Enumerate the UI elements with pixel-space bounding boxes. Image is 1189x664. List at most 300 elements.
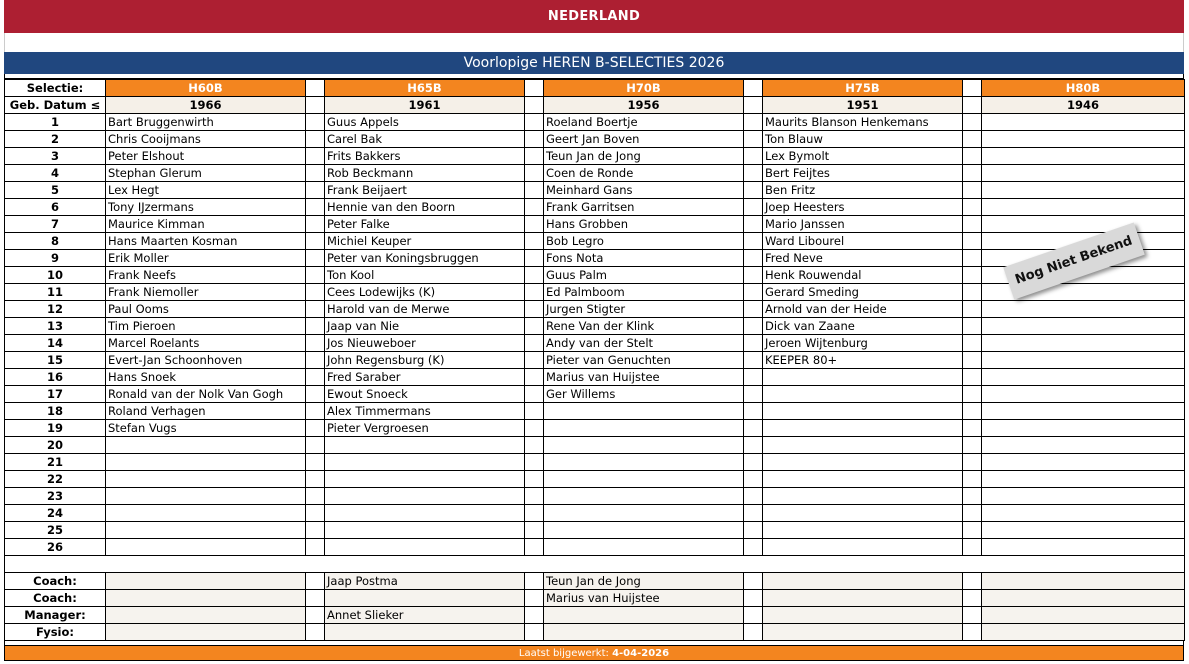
player-cell bbox=[325, 488, 525, 505]
column-spacer bbox=[306, 505, 325, 522]
table-row bbox=[5, 505, 1185, 522]
last-updated-footer bbox=[4, 645, 1184, 661]
player-cell bbox=[982, 301, 1185, 318]
selection-sheet bbox=[4, 0, 1184, 661]
staff-cell bbox=[763, 624, 963, 641]
column-spacer bbox=[525, 148, 544, 165]
column-spacer bbox=[744, 267, 763, 284]
column-spacer bbox=[525, 505, 544, 522]
staff-cell: Teun Jan de Jong bbox=[544, 573, 744, 590]
column-spacer bbox=[525, 590, 544, 607]
player-cell: Ewout Snoeck bbox=[325, 386, 525, 403]
player-cell bbox=[325, 505, 525, 522]
birthyear-h60b: 1966 bbox=[106, 97, 306, 114]
player-cell: Evert-Jan Schoonhoven bbox=[106, 352, 306, 369]
player-cell: Guus Appels bbox=[325, 114, 525, 131]
column-spacer bbox=[963, 165, 982, 182]
row-number: 20 bbox=[5, 437, 106, 454]
category-header-h80b: H80B bbox=[982, 80, 1185, 97]
column-spacer bbox=[525, 114, 544, 131]
row-number: 26 bbox=[5, 539, 106, 556]
column-spacer bbox=[525, 369, 544, 386]
column-spacer bbox=[306, 284, 325, 301]
player-cell bbox=[325, 539, 525, 556]
column-spacer bbox=[306, 250, 325, 267]
column-spacer bbox=[963, 233, 982, 250]
player-cell: Michiel Keuper bbox=[325, 233, 525, 250]
row-number: 11 bbox=[5, 284, 106, 301]
column-spacer bbox=[963, 352, 982, 369]
column-spacer bbox=[963, 522, 982, 539]
row-number: 13 bbox=[5, 318, 106, 335]
staff-cell bbox=[982, 573, 1185, 590]
row-number: 22 bbox=[5, 471, 106, 488]
column-spacer bbox=[963, 420, 982, 437]
row-number: 5 bbox=[5, 182, 106, 199]
table-row bbox=[5, 522, 1185, 539]
player-cell: Marcel Roelants bbox=[106, 335, 306, 352]
table-row bbox=[5, 114, 1185, 131]
row-number: 7 bbox=[5, 216, 106, 233]
column-spacer bbox=[744, 573, 763, 590]
column-spacer bbox=[525, 165, 544, 182]
staff-cell bbox=[982, 624, 1185, 641]
column-spacer bbox=[963, 250, 982, 267]
category-header-h65b: H65B bbox=[325, 80, 525, 97]
player-cell bbox=[763, 454, 963, 471]
player-cell bbox=[763, 505, 963, 522]
player-cell bbox=[325, 437, 525, 454]
table-row bbox=[5, 318, 1185, 335]
not-yet-known-stamp: Nog Niet Bekend bbox=[1003, 222, 1145, 299]
column-spacer bbox=[963, 182, 982, 199]
table-row bbox=[5, 284, 1185, 301]
column-spacer bbox=[744, 522, 763, 539]
selectie-label: Selectie: bbox=[5, 80, 106, 97]
column-spacer bbox=[525, 216, 544, 233]
column-spacer bbox=[963, 148, 982, 165]
table-row bbox=[5, 369, 1185, 386]
column-spacer bbox=[744, 471, 763, 488]
column-spacer bbox=[306, 624, 325, 641]
column-spacer bbox=[744, 148, 763, 165]
column-spacer bbox=[963, 301, 982, 318]
player-cell bbox=[544, 454, 744, 471]
column-spacer bbox=[963, 573, 982, 590]
staff-cell bbox=[106, 590, 306, 607]
player-cell bbox=[982, 148, 1185, 165]
column-spacer bbox=[963, 97, 982, 114]
player-cell: Hans Maarten Kosman bbox=[106, 233, 306, 250]
column-spacer bbox=[963, 471, 982, 488]
row-number: 18 bbox=[5, 403, 106, 420]
column-spacer bbox=[525, 233, 544, 250]
column-spacer bbox=[744, 182, 763, 199]
staff-cell bbox=[544, 624, 744, 641]
player-cell: Cees Lodewijks (K) bbox=[325, 284, 525, 301]
column-spacer bbox=[306, 182, 325, 199]
player-cell bbox=[982, 335, 1185, 352]
column-spacer bbox=[963, 318, 982, 335]
birthyear-h75b: 1951 bbox=[763, 97, 963, 114]
player-cell: Erik Moller bbox=[106, 250, 306, 267]
column-spacer bbox=[744, 352, 763, 369]
column-spacer bbox=[306, 454, 325, 471]
player-cell bbox=[982, 488, 1185, 505]
player-cell bbox=[982, 505, 1185, 522]
player-cell bbox=[106, 488, 306, 505]
player-cell: Pieter van Genuchten bbox=[544, 352, 744, 369]
column-spacer bbox=[744, 607, 763, 624]
column-spacer bbox=[525, 386, 544, 403]
player-cell: Teun Jan de Jong bbox=[544, 148, 744, 165]
table-row bbox=[5, 199, 1185, 216]
player-cell bbox=[325, 471, 525, 488]
table-row bbox=[5, 335, 1185, 352]
column-spacer bbox=[963, 199, 982, 216]
column-spacer bbox=[306, 471, 325, 488]
player-cell: Geert Jan Boven bbox=[544, 131, 744, 148]
player-cell bbox=[544, 522, 744, 539]
column-spacer bbox=[744, 335, 763, 352]
column-spacer bbox=[306, 80, 325, 97]
country-banner: NEDERLAND bbox=[4, 0, 1184, 33]
player-cell: Dick van Zaane bbox=[763, 318, 963, 335]
player-cell: Peter Falke bbox=[325, 216, 525, 233]
player-cell: Meinhard Gans bbox=[544, 182, 744, 199]
column-spacer bbox=[306, 369, 325, 386]
player-cell bbox=[544, 420, 744, 437]
player-cell bbox=[982, 182, 1185, 199]
column-spacer bbox=[963, 590, 982, 607]
column-spacer bbox=[963, 403, 982, 420]
column-spacer bbox=[306, 114, 325, 131]
player-cell bbox=[763, 437, 963, 454]
row-number: 21 bbox=[5, 454, 106, 471]
player-cell bbox=[982, 165, 1185, 182]
column-spacer bbox=[525, 182, 544, 199]
separator-cell bbox=[5, 556, 1185, 573]
player-cell: Roland Verhagen bbox=[106, 403, 306, 420]
row-number: 16 bbox=[5, 369, 106, 386]
column-spacer bbox=[744, 386, 763, 403]
player-cell: Carel Bak bbox=[325, 131, 525, 148]
column-spacer bbox=[525, 624, 544, 641]
column-spacer bbox=[525, 454, 544, 471]
player-cell bbox=[325, 454, 525, 471]
column-spacer bbox=[525, 97, 544, 114]
player-cell: Hans Grobben bbox=[544, 216, 744, 233]
column-spacer bbox=[525, 301, 544, 318]
column-spacer bbox=[525, 403, 544, 420]
player-cell: Guus Palm bbox=[544, 267, 744, 284]
column-spacer bbox=[525, 437, 544, 454]
table-row bbox=[5, 148, 1185, 165]
staff-cell bbox=[325, 624, 525, 641]
column-spacer bbox=[744, 114, 763, 131]
fysio-label: Fysio: bbox=[5, 624, 106, 641]
table-row bbox=[5, 250, 1185, 267]
column-spacer bbox=[744, 318, 763, 335]
player-cell: Maurits Blanson Henkemans bbox=[763, 114, 963, 131]
player-cell: Ben Fritz bbox=[763, 182, 963, 199]
table-row bbox=[5, 182, 1185, 199]
player-cell: Bob Legro bbox=[544, 233, 744, 250]
column-spacer bbox=[525, 199, 544, 216]
birthyear-h65b: 1961 bbox=[325, 97, 525, 114]
row-number: 15 bbox=[5, 352, 106, 369]
row-number: 2 bbox=[5, 131, 106, 148]
column-spacer bbox=[963, 624, 982, 641]
column-spacer bbox=[525, 471, 544, 488]
column-spacer bbox=[306, 607, 325, 624]
column-spacer bbox=[963, 216, 982, 233]
player-cell: Frits Bakkers bbox=[325, 148, 525, 165]
column-spacer bbox=[963, 437, 982, 454]
player-cell: Jeroen Wijtenburg bbox=[763, 335, 963, 352]
column-spacer bbox=[744, 403, 763, 420]
column-spacer bbox=[525, 488, 544, 505]
player-cell: Ward Libourel bbox=[763, 233, 963, 250]
column-spacer bbox=[525, 250, 544, 267]
player-cell: Chris Cooijmans bbox=[106, 131, 306, 148]
row-number: 14 bbox=[5, 335, 106, 352]
column-spacer bbox=[306, 335, 325, 352]
player-cell bbox=[982, 454, 1185, 471]
player-cell bbox=[325, 522, 525, 539]
player-cell: Hans Snoek bbox=[106, 369, 306, 386]
column-spacer bbox=[306, 403, 325, 420]
column-spacer bbox=[306, 573, 325, 590]
column-spacer bbox=[963, 505, 982, 522]
column-spacer bbox=[744, 216, 763, 233]
player-cell bbox=[544, 488, 744, 505]
player-cell: Ger Willems bbox=[544, 386, 744, 403]
column-spacer bbox=[963, 284, 982, 301]
row-number: 9 bbox=[5, 250, 106, 267]
column-spacer bbox=[525, 522, 544, 539]
table-row bbox=[5, 488, 1185, 505]
player-cell: Stefan Vugs bbox=[106, 420, 306, 437]
row-number: 12 bbox=[5, 301, 106, 318]
player-cell: Frank Beijaert bbox=[325, 182, 525, 199]
player-cell: Coen de Ronde bbox=[544, 165, 744, 182]
row-number: 1 bbox=[5, 114, 106, 131]
row-number: 8 bbox=[5, 233, 106, 250]
column-spacer bbox=[306, 301, 325, 318]
player-cell: Andy van der Stelt bbox=[544, 335, 744, 352]
player-cell bbox=[763, 471, 963, 488]
player-cell: Fons Nota bbox=[544, 250, 744, 267]
column-spacer bbox=[306, 522, 325, 539]
column-spacer bbox=[963, 454, 982, 471]
player-cell bbox=[763, 522, 963, 539]
separator-row bbox=[5, 556, 1185, 573]
column-spacer bbox=[744, 131, 763, 148]
column-spacer bbox=[306, 97, 325, 114]
player-cell bbox=[982, 318, 1185, 335]
column-spacer bbox=[963, 607, 982, 624]
player-cell: Peter van Koningsbruggen bbox=[325, 250, 525, 267]
column-spacer bbox=[744, 250, 763, 267]
player-cell bbox=[544, 403, 744, 420]
birthyear-h70b: 1956 bbox=[544, 97, 744, 114]
player-cell bbox=[763, 386, 963, 403]
staff-cell bbox=[106, 573, 306, 590]
column-spacer bbox=[744, 165, 763, 182]
table-row bbox=[5, 233, 1185, 250]
row-number: 3 bbox=[5, 148, 106, 165]
player-cell bbox=[982, 131, 1185, 148]
player-cell bbox=[982, 522, 1185, 539]
player-cell: Bart Bruggenwirth bbox=[106, 114, 306, 131]
column-spacer bbox=[306, 216, 325, 233]
column-spacer bbox=[525, 420, 544, 437]
column-spacer bbox=[306, 386, 325, 403]
player-cell: Frank Niemoller bbox=[106, 284, 306, 301]
table-row bbox=[5, 437, 1185, 454]
player-cell: Frank Garritsen bbox=[544, 199, 744, 216]
player-cell bbox=[544, 539, 744, 556]
column-spacer bbox=[525, 352, 544, 369]
table-row bbox=[5, 454, 1185, 471]
table-row bbox=[5, 216, 1185, 233]
footer-label: Laatst bijgewerkt: bbox=[518, 648, 609, 659]
player-cell: Jurgen Stigter bbox=[544, 301, 744, 318]
player-cell: Fred Saraber bbox=[325, 369, 525, 386]
row-number: 19 bbox=[5, 420, 106, 437]
staff-row bbox=[5, 624, 1185, 641]
row-number: 24 bbox=[5, 505, 106, 522]
column-spacer bbox=[744, 80, 763, 97]
selection-table bbox=[4, 79, 1185, 641]
player-cell bbox=[106, 522, 306, 539]
table-row bbox=[5, 301, 1185, 318]
column-spacer bbox=[744, 624, 763, 641]
player-cell bbox=[763, 539, 963, 556]
player-cell bbox=[106, 454, 306, 471]
player-cell: Pieter Vergroesen bbox=[325, 420, 525, 437]
player-cell: Jos Nieuweboer bbox=[325, 335, 525, 352]
sheet-title: Voorlopige HEREN B-SELECTIES 2026 bbox=[4, 52, 1184, 74]
player-cell bbox=[763, 488, 963, 505]
column-spacer bbox=[744, 284, 763, 301]
category-header-h60b: H60B bbox=[106, 80, 306, 97]
player-cell bbox=[982, 216, 1185, 233]
player-cell bbox=[106, 539, 306, 556]
column-spacer bbox=[525, 284, 544, 301]
table-row bbox=[5, 539, 1185, 556]
staff-cell bbox=[982, 590, 1185, 607]
player-cell bbox=[763, 369, 963, 386]
birthyear-h80b: 1946 bbox=[982, 97, 1185, 114]
column-spacer bbox=[963, 335, 982, 352]
table-row bbox=[5, 386, 1185, 403]
column-spacer bbox=[963, 488, 982, 505]
player-cell: Peter Elshout bbox=[106, 148, 306, 165]
row-number: 25 bbox=[5, 522, 106, 539]
player-cell bbox=[763, 420, 963, 437]
category-header-row bbox=[5, 80, 1185, 97]
staff-row bbox=[5, 607, 1185, 624]
player-cell: Ton Kool bbox=[325, 267, 525, 284]
category-header-h75b: H75B bbox=[763, 80, 963, 97]
column-spacer bbox=[306, 318, 325, 335]
player-cell bbox=[982, 352, 1185, 369]
table-row bbox=[5, 165, 1185, 182]
player-cell: Ton Blauw bbox=[763, 131, 963, 148]
column-spacer bbox=[306, 267, 325, 284]
column-spacer bbox=[744, 505, 763, 522]
row-number: 23 bbox=[5, 488, 106, 505]
column-spacer bbox=[525, 539, 544, 556]
player-cell: Ed Palmboom bbox=[544, 284, 744, 301]
column-spacer bbox=[306, 420, 325, 437]
column-spacer bbox=[963, 131, 982, 148]
column-spacer bbox=[525, 335, 544, 352]
column-spacer bbox=[744, 420, 763, 437]
staff-cell bbox=[763, 573, 963, 590]
column-spacer bbox=[963, 369, 982, 386]
player-cell: Stephan Glerum bbox=[106, 165, 306, 182]
column-spacer bbox=[963, 267, 982, 284]
player-cell: Ronald van der Nolk Van Gogh bbox=[106, 386, 306, 403]
column-spacer bbox=[744, 437, 763, 454]
row-number: 6 bbox=[5, 199, 106, 216]
player-cell bbox=[982, 420, 1185, 437]
player-cell bbox=[106, 437, 306, 454]
column-spacer bbox=[744, 369, 763, 386]
player-cell bbox=[982, 539, 1185, 556]
staff-cell: Marius van Huijstee bbox=[544, 590, 744, 607]
column-spacer bbox=[306, 148, 325, 165]
table-row bbox=[5, 403, 1185, 420]
flag-white-band bbox=[4, 33, 1184, 52]
staff-cell bbox=[763, 590, 963, 607]
player-cell bbox=[982, 437, 1185, 454]
player-cell: Frank Neefs bbox=[106, 267, 306, 284]
player-cell: Arnold van der Heide bbox=[763, 301, 963, 318]
player-cell bbox=[544, 437, 744, 454]
table-row bbox=[5, 420, 1185, 437]
staff-cell bbox=[763, 607, 963, 624]
staff-cell bbox=[106, 624, 306, 641]
column-spacer bbox=[306, 199, 325, 216]
row-number: 10 bbox=[5, 267, 106, 284]
coach-label: Coach: bbox=[5, 573, 106, 590]
column-spacer bbox=[306, 131, 325, 148]
player-cell: Rene Van der Klink bbox=[544, 318, 744, 335]
column-spacer bbox=[744, 233, 763, 250]
player-cell: John Regensburg (K) bbox=[325, 352, 525, 369]
table-row bbox=[5, 352, 1185, 369]
player-cell: Alex Timmermans bbox=[325, 403, 525, 420]
column-spacer bbox=[525, 607, 544, 624]
player-cell bbox=[544, 471, 744, 488]
player-cell: Rob Beckmann bbox=[325, 165, 525, 182]
column-spacer bbox=[306, 539, 325, 556]
player-cell: Gerard Smeding bbox=[763, 284, 963, 301]
player-cell: Fred Neve bbox=[763, 250, 963, 267]
staff-cell bbox=[544, 607, 744, 624]
birthdate-row bbox=[5, 97, 1185, 114]
staff-cell: Annet Slieker bbox=[325, 607, 525, 624]
player-cell bbox=[982, 471, 1185, 488]
player-cell: Bert Feijtes bbox=[763, 165, 963, 182]
footer-date: 4-04-2026 bbox=[612, 648, 670, 659]
player-cell: Jaap van Nie bbox=[325, 318, 525, 335]
column-spacer bbox=[306, 488, 325, 505]
